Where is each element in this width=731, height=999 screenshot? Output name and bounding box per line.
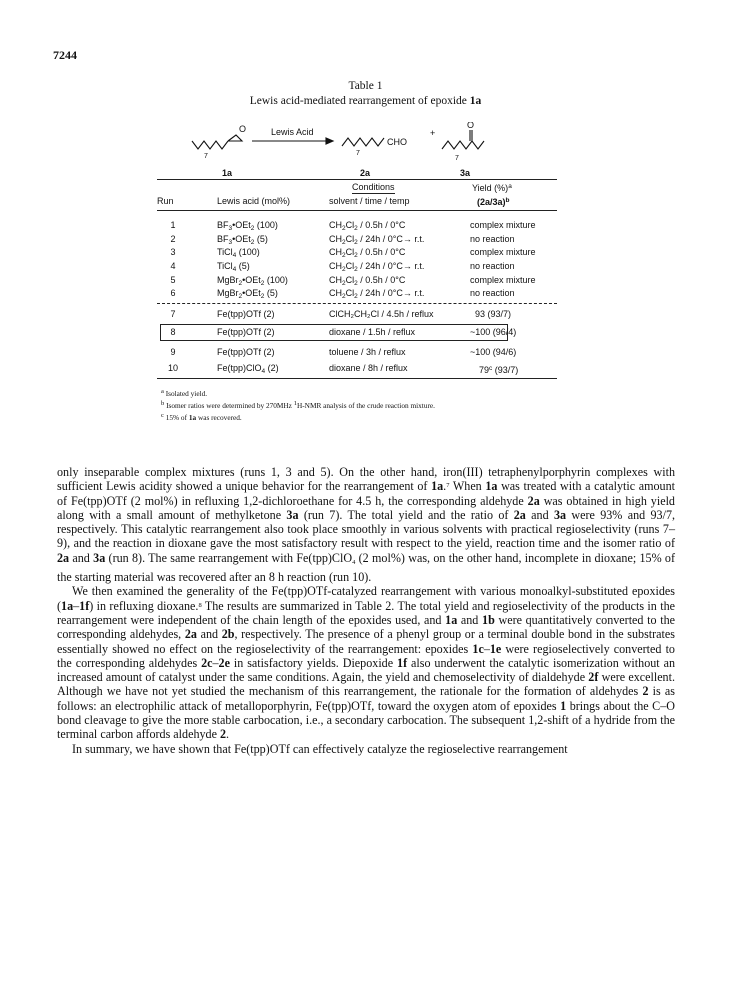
- la-sub-2: 2: [250, 239, 255, 246]
- lewis-acid-cell: Fe(tpp)OTf (2): [217, 347, 275, 357]
- compound-ref: 1a: [445, 612, 458, 627]
- text-run: In summary, we have shown that Fe(tpp)OTf can effectively catalyze the regioselective rearrangement: [72, 741, 568, 756]
- text-run: When: [449, 479, 486, 494]
- text-run: (run 7). The total yield and the ratio of: [298, 507, 514, 522]
- paragraph-1: [57, 465, 675, 584]
- arrow-head: [326, 138, 333, 144]
- text-run: –: [212, 655, 219, 670]
- run-cell: 5: [170, 275, 176, 285]
- lewis-acid-header: Lewis acid (mol%): [217, 196, 291, 206]
- cond-sub-2: 2: [354, 266, 358, 273]
- compound-ref: 2c: [201, 655, 213, 670]
- la-sub-2: 2: [260, 293, 265, 300]
- text-run: was obtained in high yield along with a small amount of methylketone: [57, 493, 675, 522]
- la-sub: 4: [232, 252, 237, 259]
- yield-cell: no reaction: [470, 261, 515, 271]
- product-aldehyde-chain: [342, 138, 384, 146]
- table-row-2: [157, 233, 557, 246]
- product2-subscript: 7: [455, 155, 459, 162]
- text-run: .: [226, 727, 230, 742]
- cond-text-end: / 0.5h / 0°C: [357, 220, 406, 230]
- la-text: TiCl: [217, 247, 233, 257]
- run-header: Run: [157, 196, 174, 206]
- la-text: MgBr: [217, 275, 239, 285]
- yield-sup: c: [489, 365, 493, 372]
- subscript: 4: [352, 558, 356, 566]
- fn-mark: a: [161, 388, 164, 395]
- text-run: and: [525, 507, 554, 522]
- conditions-cell: ClCH₂CH₂Cl / 4.5h / reflux: [329, 309, 434, 319]
- run-cell: 7: [170, 309, 176, 319]
- text-run: brings about the C–O bond cleavage to give the more stable carbocation, i.e., a secondary carbocation. The subsequent 1,2-shift of a hydride from the terminal carbon affords aldehyde: [57, 698, 675, 742]
- table-top-rule: [157, 179, 557, 180]
- compound-ref: 3a: [286, 507, 299, 522]
- text-run: and: [457, 612, 483, 627]
- cond-sub: 2: [342, 266, 346, 273]
- table-row-1: [157, 219, 557, 232]
- la-sub: 2: [238, 293, 243, 300]
- fn-sup: 1: [293, 400, 297, 407]
- run-cell: 6: [170, 288, 176, 298]
- yield-text: 79: [479, 365, 490, 375]
- conditions-subheader: solvent / time / temp: [329, 196, 410, 206]
- la-text-end: (5): [254, 234, 268, 244]
- text-run: (2 mol%) was, on the other hand, incomplete in dioxane; 15% of the starting material was recovered after an 8 h reaction (run 10).: [57, 550, 676, 585]
- cond-text: CH: [329, 275, 342, 285]
- la-sub: 4: [261, 368, 266, 375]
- cond-text-end: / 24h / 0°C→ r.t.: [357, 234, 425, 244]
- cond-sub: 2: [342, 252, 346, 259]
- yield-cell: complex mixture: [470, 247, 536, 257]
- compound-ref: 2a: [57, 550, 70, 565]
- text-run: also underwent the catalytic isomerization without an increased amount of catalyst under the same conditions. Again, the yield and chemoselectivity of dialdehyde: [57, 655, 675, 685]
- text-run: .: [443, 479, 447, 494]
- epoxide-oxygen: O: [239, 124, 247, 134]
- fn-text-2: H-NMR analysis of the crude reaction mixture.: [296, 401, 435, 410]
- yield-cell: no reaction: [470, 288, 515, 298]
- la-sub-2: 2: [250, 225, 255, 232]
- la-text-mid: •OEt: [232, 234, 251, 244]
- compound-ref: 2: [642, 684, 649, 699]
- compound-ref: 2a: [184, 627, 197, 642]
- cond-text: CH: [329, 234, 342, 244]
- text-run: in satisfactory yields. Diepoxide: [229, 655, 398, 670]
- product1-cho: CHO: [387, 137, 407, 147]
- cond-text-mid: Cl: [345, 275, 355, 285]
- text-run: and: [196, 627, 222, 642]
- run-cell: 3: [170, 247, 176, 257]
- conditions-cell: toluene / 3h / reflux: [329, 347, 406, 357]
- la-text-end: (100): [254, 220, 278, 230]
- compound-ref: 1a: [61, 598, 74, 613]
- la-text-mid: •OEt: [242, 288, 261, 298]
- yield-cell: complex mixture: [470, 220, 536, 230]
- text-run: were excellent. Although we have not yet studied the mechanism of this rearrangement, the rationale for the formation of aldehydes: [57, 670, 675, 699]
- run-cell: 2: [170, 234, 176, 244]
- cond-text-mid: Cl: [345, 220, 355, 230]
- lewis-acid-cell: [217, 287, 278, 303]
- dashed-separator: [157, 303, 557, 304]
- product1-label: 2a: [360, 168, 371, 178]
- text-run: (run 8). The same rearrangement with Fe(tpp)ClO: [105, 550, 353, 565]
- product-ketone-chain: [442, 141, 484, 149]
- yield-subheader-text: (2a/3a): [477, 197, 506, 207]
- compound-ref: 2a: [513, 507, 526, 522]
- yield-text-end: (93/7): [492, 365, 519, 375]
- yield-cell: 93 (93/7): [475, 309, 512, 319]
- table-row-5: [157, 274, 557, 287]
- compound-ref: 1c: [472, 641, 484, 656]
- header-rule: [157, 210, 557, 211]
- compound-ref: 1: [560, 698, 567, 713]
- la-sub: 3: [228, 239, 233, 246]
- footnote-a: [161, 388, 207, 398]
- product1-subscript: 7: [356, 150, 360, 157]
- reference-mark: 7: [446, 482, 450, 490]
- cond-sub-2: 2: [354, 225, 358, 232]
- table-row-8: [157, 326, 557, 339]
- conditions-cell: dioxane / 8h / reflux: [329, 363, 408, 373]
- table-row-9: [157, 346, 557, 359]
- cond-text-end: / 0.5h / 0°C: [357, 275, 406, 285]
- fn-text: Isolated yield.: [163, 389, 208, 398]
- compound-ref: 1b: [482, 612, 495, 627]
- reference-mark: 8: [198, 601, 202, 609]
- compound-ref: 2a: [527, 493, 540, 508]
- paragraph-2: [57, 584, 675, 741]
- text-run: –: [483, 641, 490, 656]
- yield-cell: [479, 362, 518, 377]
- table-bottom-rule: [157, 378, 557, 379]
- cond-text-mid: Cl: [345, 261, 355, 271]
- reactant-label: 1a: [222, 168, 233, 178]
- ketone-oxygen: O: [467, 122, 475, 130]
- la-text: BF: [217, 220, 229, 230]
- footnote-b: [161, 400, 435, 410]
- text-run: were quantitatively converted to the corresponding aldehydes,: [57, 612, 675, 642]
- text-run: is as follows: an electrophilic attack of metalloporphyrin, Fe(tpp)OTf, toward the oxygen atom of epoxides: [57, 684, 675, 713]
- cond-sub-2: 2: [354, 280, 358, 287]
- yield-subheader-sup: b: [505, 197, 510, 204]
- fn-mark: c: [161, 412, 164, 419]
- footnote-c: [161, 412, 242, 422]
- reactant-chain: [192, 141, 228, 149]
- la-text: Fe(tpp)ClO: [217, 363, 262, 373]
- yield-cell: ~100 (96/4): [470, 327, 517, 337]
- la-text-mid: •OEt: [242, 275, 261, 285]
- cond-text-mid: Cl: [345, 234, 355, 244]
- lewis-acid-cell: [217, 362, 279, 378]
- run-cell: 8: [170, 327, 176, 337]
- compound-ref: 2: [219, 727, 227, 742]
- cond-text: CH: [329, 220, 342, 230]
- la-text-end: (5): [236, 261, 250, 271]
- conditions-cell: [329, 287, 424, 303]
- la-text-mid: •OEt: [232, 220, 251, 230]
- text-run: We then examined the generality of the Fe(tpp)OTf-catalyzed rearrangement with various monoalkyl-substituted epoxides (: [57, 584, 675, 613]
- cond-text-mid: Cl: [345, 247, 355, 257]
- run-cell: 9: [170, 347, 176, 357]
- table-row-4: [157, 260, 557, 273]
- cond-sub-2: 2: [354, 239, 358, 246]
- fn-mark: b: [161, 400, 165, 407]
- compound-ref: 1f: [397, 655, 408, 670]
- la-text: BF: [217, 234, 229, 244]
- fn-text: Isomer ratios were determined by 270MHz: [164, 401, 294, 410]
- cond-text: CH: [329, 247, 342, 257]
- compound-ref: 2b: [221, 627, 235, 642]
- cond-sub: 2: [342, 225, 346, 232]
- compound-ref: 2f: [588, 670, 599, 685]
- la-text-end: (5): [264, 288, 278, 298]
- body-text: [57, 465, 675, 756]
- table-row-3: [157, 246, 557, 259]
- table-row-10: [157, 362, 557, 375]
- yield-cell: ~100 (94/6): [470, 347, 517, 357]
- text-run: –: [73, 598, 80, 613]
- table-row-7: [157, 308, 557, 321]
- table-row-6: [157, 287, 557, 300]
- compound-ref: 1f: [79, 598, 90, 613]
- plus-sign: +: [430, 128, 436, 138]
- product2-label: 3a: [460, 168, 471, 178]
- cond-sub-2: 2: [354, 293, 358, 300]
- cond-text-mid: Cl: [345, 288, 355, 298]
- text-run: were regioselectively converted to the corresponding aldehydes: [57, 641, 675, 670]
- la-text-end: (2): [265, 363, 279, 373]
- conditions-header: Conditions: [352, 182, 395, 192]
- text-run: and: [69, 550, 94, 565]
- text-run: only inseparable complex mixtures (runs 1, 3 and 5). On the other hand, iron(III) tetraphenylporphyrin complexes with sufficient Lewis acidity showed a unique behavior for the rearrangement of: [57, 465, 675, 494]
- cond-text-end: / 24h / 0°C→ r.t.: [357, 261, 425, 271]
- cond-sub: 2: [342, 239, 346, 246]
- run-cell: 4: [170, 261, 176, 271]
- la-text: MgBr: [217, 288, 239, 298]
- fn-bold: 1a: [188, 413, 197, 422]
- yield-header-text: Yield (%): [472, 183, 509, 193]
- compound-ref: 2e: [218, 655, 230, 670]
- paragraph-3: [57, 742, 675, 756]
- table-caption-subtitle: [0, 95, 731, 107]
- compound-ref: 3a: [93, 550, 106, 565]
- conditions-cell: dioxane / 1.5h / reflux: [329, 327, 416, 337]
- table-caption-title: Table 1: [348, 80, 383, 92]
- cond-text: CH: [329, 261, 342, 271]
- text-run: , respectively. The presence of a phenyl group or a terminal double bond in the substrates essentially showed no effect on the regioselectivity of the rearrangement: epoxides: [57, 627, 675, 656]
- yield-subheader: [477, 195, 510, 207]
- caption-text: Lewis acid-mediated rearrangement of epoxide: [249, 95, 470, 107]
- la-text: TiCl: [217, 261, 233, 271]
- la-sub-2: 2: [260, 280, 265, 287]
- la-sub: 4: [232, 266, 237, 273]
- lewis-acid-cell: Fe(tpp)OTf (2): [217, 327, 275, 337]
- yield-cell: complex mixture: [470, 275, 536, 285]
- cond-text: CH: [329, 288, 342, 298]
- cond-text-end: / 0.5h / 0°C: [357, 247, 406, 257]
- page-number: 7244: [53, 48, 77, 62]
- la-text-end: (100): [236, 247, 260, 257]
- reagent-label: Lewis Acid: [271, 127, 314, 137]
- text-run: was treated with a catalytic amount of Fe(tpp)OTf (2 mol%) in refluxing 1,2-dichloroethane for 4.5 h, the corresponding aldehyde: [57, 479, 675, 508]
- compound-ref: 1a: [485, 479, 498, 494]
- la-sub: 2: [238, 280, 243, 287]
- fn-text-2: was recovered.: [196, 413, 242, 422]
- yield-header: [472, 181, 512, 193]
- cond-text-end: / 24h / 0°C→ r.t.: [357, 288, 425, 298]
- run-cell: 1: [170, 220, 176, 230]
- reaction-scheme: [150, 122, 590, 184]
- cond-sub: 2: [342, 293, 346, 300]
- caption-compound: 1a: [469, 95, 482, 107]
- text-run: were 93% and 93/7, respectively. This catalytic rearrangement also took place smoothly in various solvents with practical regioselectivity (runs 7–9), and the reaction in dioxane gave the most satisfactory result with respect to the yield, reaction time and the isomer ratio of: [57, 507, 676, 551]
- compound-ref: 1a: [431, 479, 444, 494]
- fn-text: 15% of: [163, 413, 189, 422]
- compound-ref: 3a: [553, 507, 567, 522]
- la-sub: 3: [228, 225, 233, 232]
- reactant-subscript: 7: [204, 153, 208, 160]
- lewis-acid-cell: Fe(tpp)OTf (2): [217, 309, 275, 319]
- text-run: ) in refluxing dioxane.: [89, 598, 199, 613]
- text-run: The results are summarized in Table 2. The total yield and regioselectivity of the products in the rearrangement were independent of the chain length of the epoxides used, and: [57, 598, 675, 627]
- cond-sub-2: 2: [354, 252, 358, 259]
- yield-header-sup: a: [508, 183, 512, 190]
- compound-ref: 1e: [489, 641, 502, 656]
- reactant-epoxide: [228, 135, 242, 141]
- yield-cell: no reaction: [470, 234, 515, 244]
- cond-sub: 2: [342, 280, 346, 287]
- run-cell: 10: [167, 363, 178, 373]
- la-text-end: (100): [264, 275, 288, 285]
